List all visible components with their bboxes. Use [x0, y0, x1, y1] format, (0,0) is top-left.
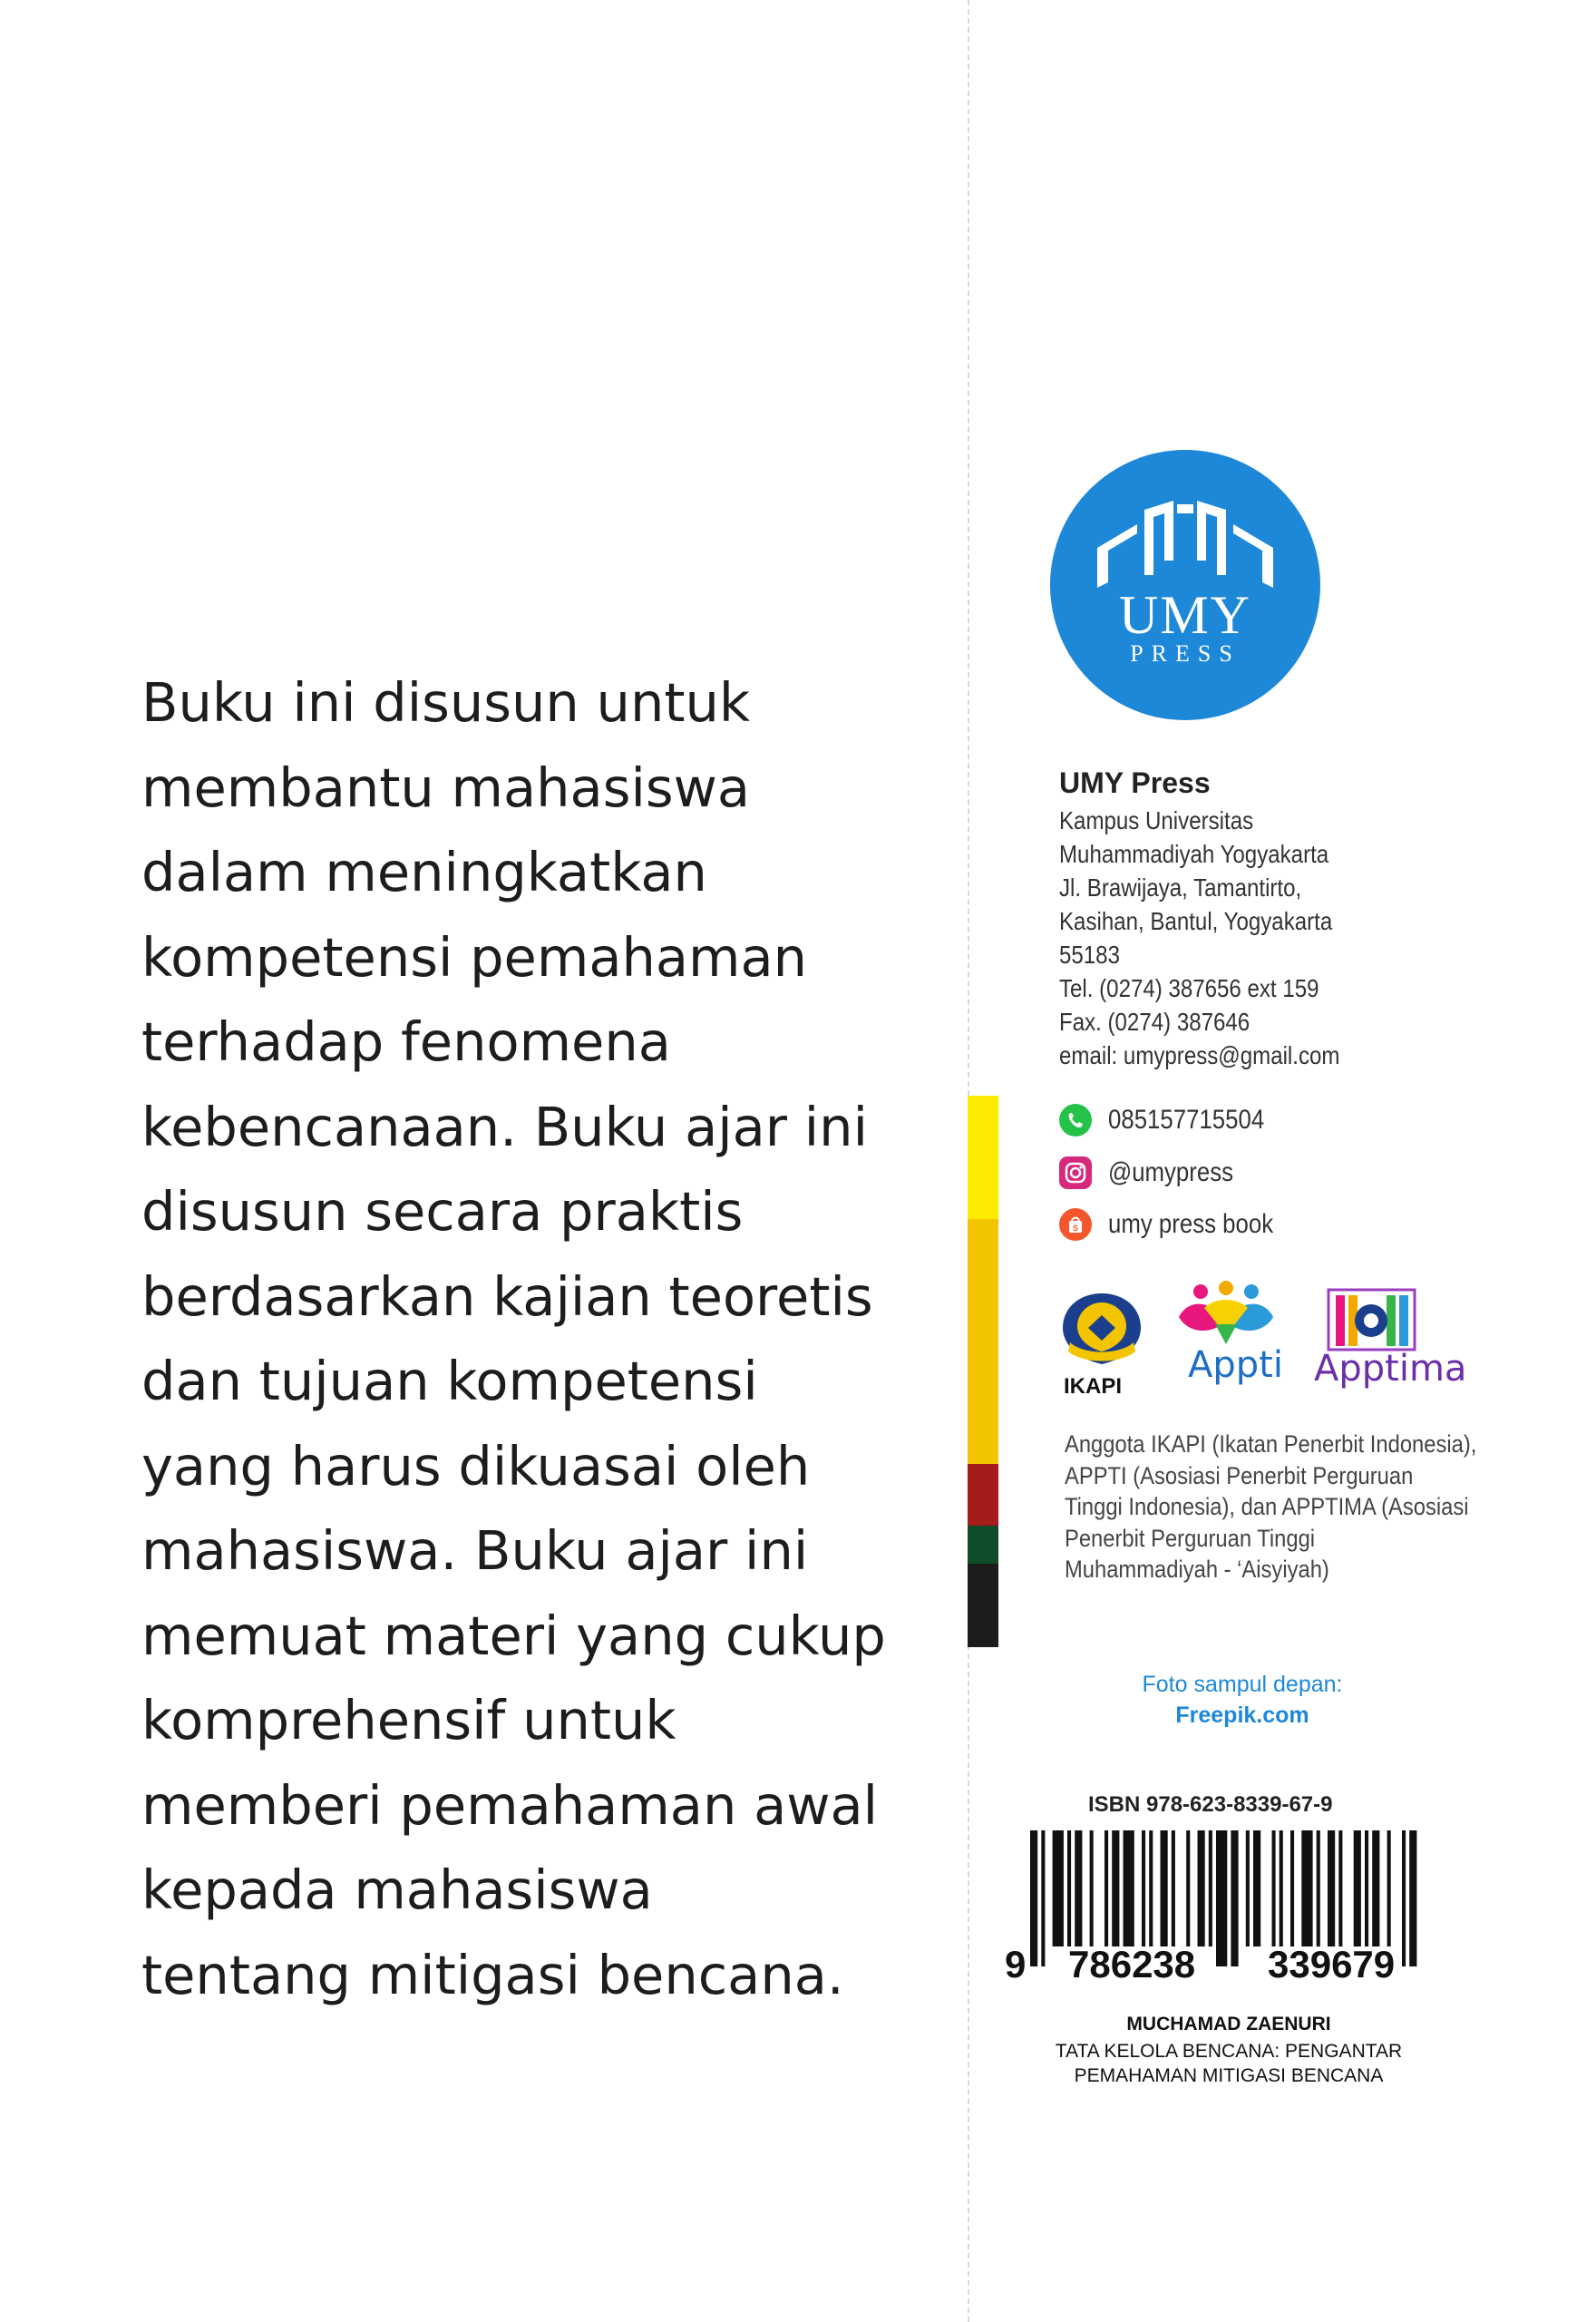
membership-line: Muhammadiyah - ‘Aisyiyah) — [1065, 1556, 1329, 1583]
membership-line: Tinggi Indonesia), dan APPTIMA (Asosiasi — [1065, 1493, 1469, 1520]
barcode-bar — [1090, 1830, 1094, 1946]
contact-text: umy press book — [1108, 1209, 1274, 1239]
logo-sub-text: PRESS — [1130, 640, 1241, 667]
barcode-bar — [1030, 1830, 1037, 1966]
barcode-bar — [1198, 1830, 1205, 1946]
isbn-label: ISBN 978-623-8339-67-9 — [1088, 1792, 1333, 1817]
barcode-bar — [1124, 1830, 1134, 1946]
barcode-bar — [1231, 1830, 1238, 1966]
contact-whatsapp — [1059, 1102, 1289, 1138]
blurb-line: berdasarkan kajian teoretis — [141, 1264, 873, 1328]
cover-credit-label: Foto sampul depan: — [1142, 1672, 1343, 1697]
apptima-logo — [1310, 1286, 1467, 1404]
barcode-bar — [1041, 1830, 1045, 1966]
ikapi-label: IKAPI — [1064, 1374, 1123, 1399]
address-line: email: umypress@gmail.com — [1059, 1041, 1340, 1069]
barcode-bar — [1409, 1830, 1416, 1966]
barcode-bar — [1280, 1830, 1283, 1946]
book-title-line: PEMAHAMAN MITIGASI BENCANA — [1074, 2065, 1384, 2086]
blurb-line: tentang mitigasi bencana. — [141, 1943, 844, 2006]
contact-shopee — [1059, 1206, 1300, 1243]
barcode-bar — [1112, 1830, 1119, 1946]
barcode-bar — [1301, 1830, 1312, 1946]
contact-text: @umypress — [1108, 1157, 1234, 1187]
apptima-label: Apptima — [1314, 1348, 1467, 1390]
color-stripe-gold — [968, 1219, 998, 1464]
membership-line: Penerbit Perguruan Tinggi — [1065, 1524, 1316, 1552]
cover-credit — [1097, 1669, 1387, 1731]
barcode-bar — [1161, 1830, 1168, 1946]
blurb-line: komprehensif untuk — [141, 1689, 676, 1751]
blurb-line: Buku ini disusun untuk — [141, 671, 751, 734]
whatsapp-icon — [1059, 1104, 1092, 1137]
blurb-line: yang harus dikuasai oleh — [141, 1434, 811, 1498]
address-line: 55183 — [1059, 941, 1120, 969]
appti-label: Appti — [1188, 1344, 1283, 1386]
contact-instagram — [1059, 1155, 1254, 1191]
svg-text:S: S — [1072, 1224, 1079, 1233]
blurb-line: terhadap fenomena — [141, 1010, 671, 1073]
book-title-line: TATA KELOLA BENCANA: PENGANTAR — [1055, 2041, 1403, 2062]
blurb-line: dalam meningkatkan — [141, 841, 707, 903]
barcode-digit-first: 9 — [1005, 1943, 1027, 1985]
address-line: Fax. (0274) 387646 — [1059, 1008, 1251, 1036]
blurb-line: memberi pemahaman awal — [141, 1773, 879, 1837]
membership-line: APPTI (Asosiasi Penerbit Perguruan — [1065, 1461, 1414, 1489]
color-stripe-green — [968, 1526, 998, 1564]
barcode-bar — [1365, 1830, 1368, 1946]
blurb-line: memuat materi yang cukup — [141, 1604, 886, 1667]
blurb-line: membantu mahasiswa — [141, 756, 750, 819]
isbn-barcode — [1005, 1830, 1451, 1985]
barcode-bar — [1402, 1830, 1406, 1966]
barcode-bar — [1075, 1830, 1082, 1946]
blurb-line: mahasiswa. Buku ajar ini — [141, 1519, 809, 1582]
address-line: Tel. (0274) 387656 ext 159 — [1059, 974, 1319, 1002]
ikapi-logo — [1052, 1288, 1152, 1406]
blurb-line: kompetensi pemahaman — [141, 925, 808, 989]
umy-press-logo — [1050, 450, 1320, 720]
book-blurb — [141, 660, 903, 2017]
address-line: Jl. Brawijaya, Tamantirto, — [1059, 873, 1302, 902]
color-stripe-yellow — [968, 1096, 998, 1219]
appti-logo — [1170, 1281, 1283, 1403]
barcode-bar — [1328, 1830, 1335, 1946]
shopee-icon — [1059, 1208, 1092, 1241]
blurb-line: kepada mahasiswa — [141, 1859, 653, 1921]
address-line: Muhammadiyah Yogyakarta — [1059, 840, 1329, 868]
barcode-bar — [1067, 1830, 1071, 1946]
color-stripe-red — [968, 1464, 998, 1526]
address-line: Kasihan, Bantul, Yogyakarta — [1059, 907, 1333, 935]
barcode-bar — [1186, 1830, 1190, 1946]
barcode-bar — [1053, 1830, 1064, 1946]
barcode-digit-group-1: 786238 — [1068, 1943, 1196, 1985]
instagram-icon — [1059, 1156, 1092, 1189]
barcode-bar — [1209, 1830, 1212, 1946]
barcode-bar — [1149, 1830, 1153, 1946]
barcode-bar — [1387, 1830, 1391, 1946]
barcode-bar — [1272, 1830, 1276, 1946]
author-name: MUCHAMAD ZAENURI — [1126, 2014, 1331, 2034]
barcode-bar — [1290, 1830, 1294, 1946]
barcode-bar — [1246, 1830, 1250, 1946]
barcode-bar — [1253, 1830, 1260, 1946]
blurb-line: kebencanaan. Buku ajar ini — [141, 1095, 868, 1158]
blurb-line: disusun secara praktis — [141, 1180, 744, 1243]
barcode-bar — [1105, 1830, 1108, 1946]
barcode-bar — [1216, 1830, 1227, 1966]
membership-text — [1065, 1429, 1480, 1585]
color-stripe-black — [968, 1564, 998, 1647]
barcode-bar — [1317, 1830, 1320, 1946]
book-title — [1052, 2039, 1406, 2088]
address-line: Kampus Universitas — [1059, 806, 1254, 834]
barcode-digit-group-2: 339679 — [1268, 1943, 1396, 1985]
barcode-bar — [1338, 1830, 1342, 1946]
logo-main-text: UMY — [1118, 585, 1251, 645]
membership-line: Anggota IKAPI (Ikatan Penerbit Indonesia), — [1065, 1430, 1477, 1458]
cover-credit-source: Freepik.com — [1175, 1702, 1309, 1728]
barcode-bar — [1354, 1830, 1361, 1946]
publisher-name: UMY Press — [1059, 766, 1211, 799]
contact-text: 085157715504 — [1108, 1105, 1265, 1135]
barcode-bar — [1142, 1830, 1145, 1946]
barcode-bar — [1172, 1830, 1175, 1946]
blurb-line: dan tujuan kompetensi — [141, 1350, 758, 1412]
publisher-address — [1059, 804, 1356, 1072]
barcode-bar — [1372, 1830, 1379, 1946]
